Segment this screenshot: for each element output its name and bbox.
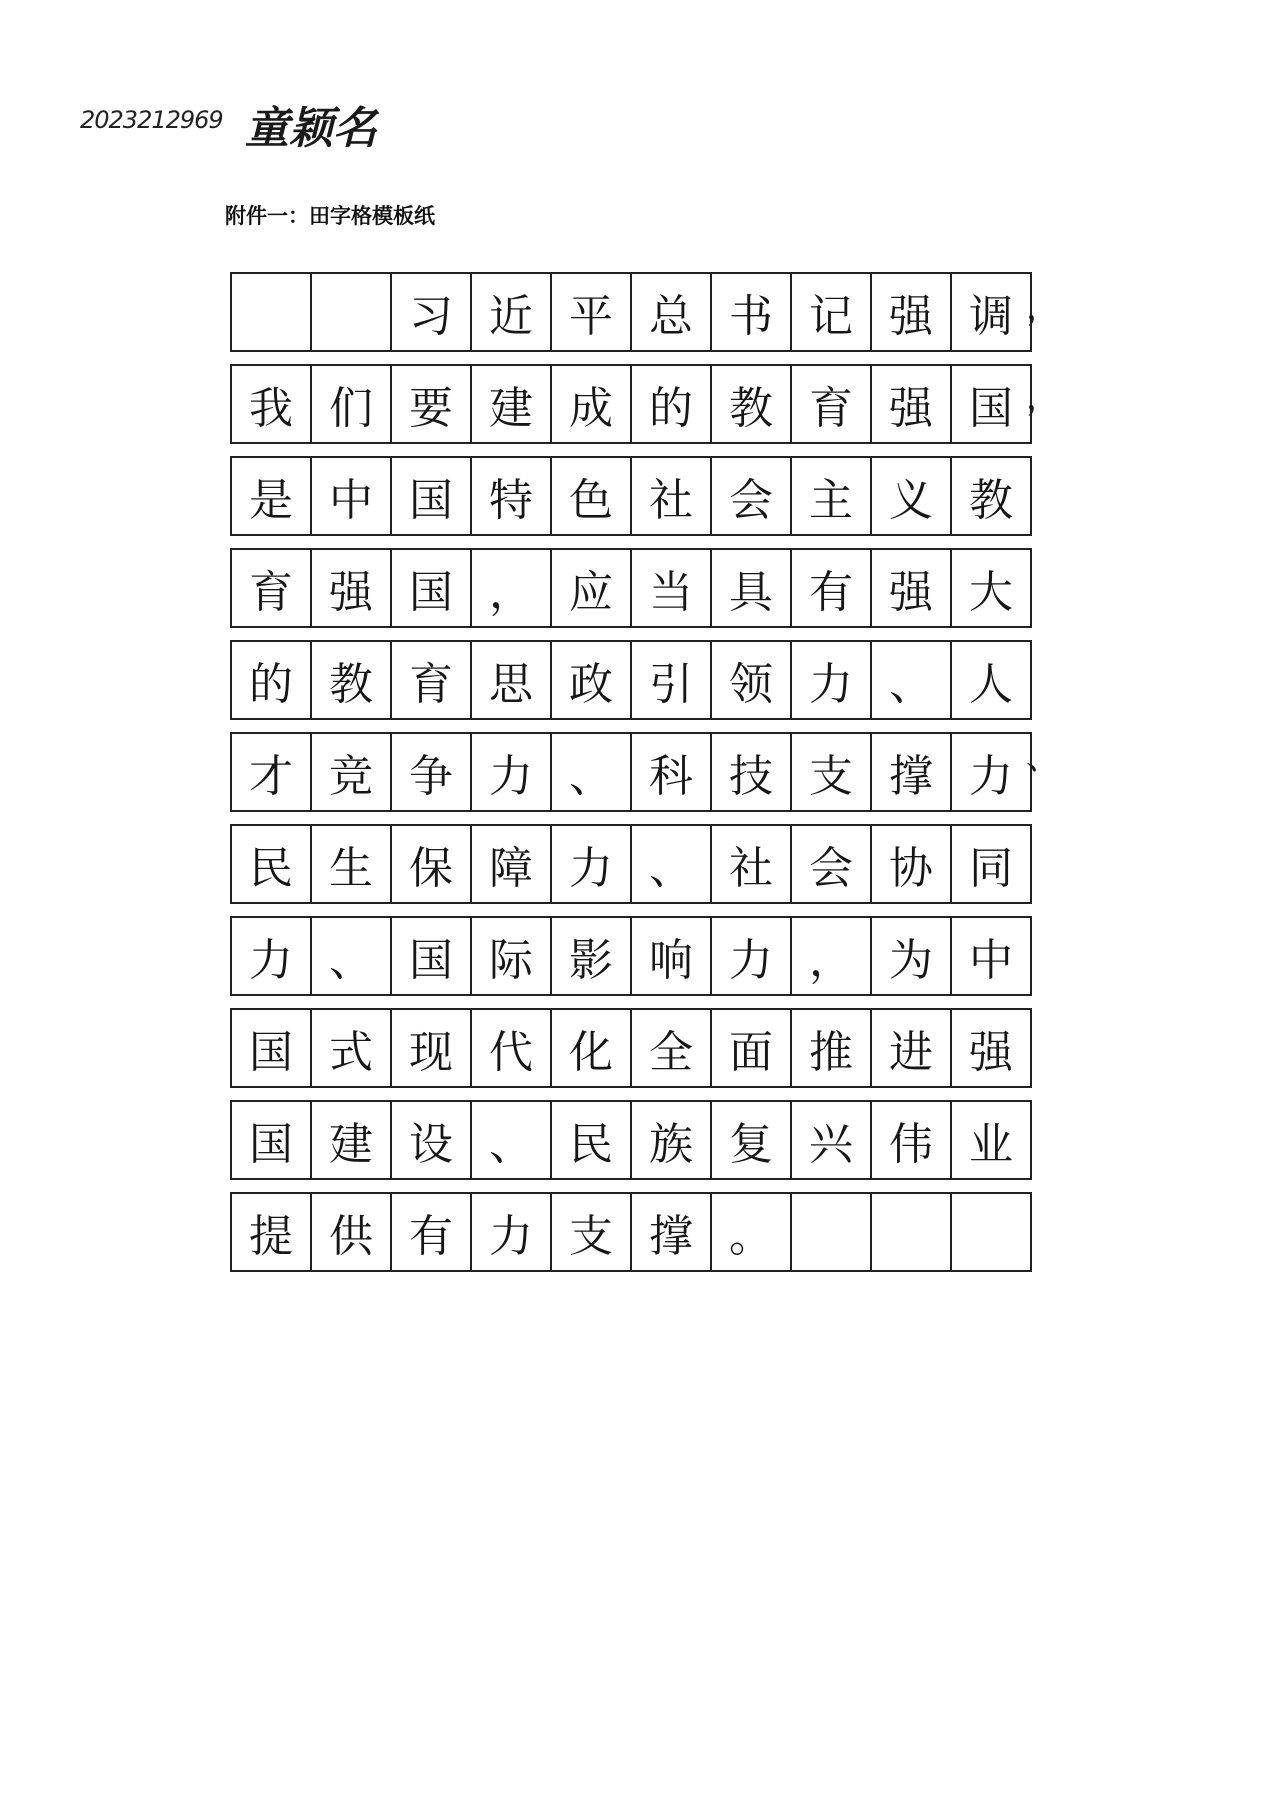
grid-cell: 协 [872, 826, 952, 902]
grid-cell: 民 [552, 1102, 632, 1178]
grid-cell: 国 [392, 550, 472, 626]
grid-cell: 色 [552, 458, 632, 534]
grid-cell: 建 [472, 366, 552, 442]
grid-row [230, 640, 1032, 720]
grid-cell: 习 [392, 274, 472, 350]
grid-cell: 强 [872, 550, 952, 626]
grid-cell: 中 [952, 918, 1032, 994]
grid-cell: 民 [232, 826, 312, 902]
grid-cell: 复 [712, 1102, 792, 1178]
grid-cell: 式 [312, 1010, 392, 1086]
grid-cell: 响 [632, 918, 712, 994]
grid-cell: 教 [952, 458, 1032, 534]
grid-cell: ， [472, 550, 552, 626]
grid-cell: 技 [712, 734, 792, 810]
margin-punctuation: ， [1026, 288, 1060, 328]
grid-cell: 教 [712, 366, 792, 442]
grid-cell: 业 [952, 1102, 1032, 1178]
grid-cell: 、 [632, 826, 712, 902]
grid-cell: 中 [312, 458, 392, 534]
grid-cell: 记 [792, 274, 872, 350]
tianzige-grid [230, 272, 1060, 1284]
grid-row [230, 916, 1032, 996]
grid-cell: 建 [312, 1102, 392, 1178]
grid-cell [792, 1194, 872, 1270]
grid-cell [312, 274, 392, 350]
grid-cell: 国 [232, 1102, 312, 1178]
grid-cell: 有 [392, 1194, 472, 1270]
grid-cell: 总 [632, 274, 712, 350]
grid-cell: 代 [472, 1010, 552, 1086]
student-name: 童颖名 [245, 103, 377, 154]
grid-cell: 力 [792, 642, 872, 718]
grid-cell: 际 [472, 918, 552, 994]
grid-cell: 人 [952, 642, 1032, 718]
grid-cell: 强 [872, 274, 952, 350]
grid-cell: 力 [232, 918, 312, 994]
grid-cell: 国 [952, 366, 1032, 442]
grid-cell: 生 [312, 826, 392, 902]
grid-cell: 力 [472, 734, 552, 810]
grid-cell: 进 [872, 1010, 952, 1086]
grid-cell: 义 [872, 458, 952, 534]
grid-cell: ， [792, 918, 872, 994]
grid-cell: 引 [632, 642, 712, 718]
grid-cell: 书 [712, 274, 792, 350]
grid-cell: 应 [552, 550, 632, 626]
grid-cell: 支 [552, 1194, 632, 1270]
grid-row [230, 548, 1032, 628]
grid-cell: 障 [472, 826, 552, 902]
grid-cell: 争 [392, 734, 472, 810]
grid-cell: 、 [552, 734, 632, 810]
grid-cell [872, 1194, 952, 1270]
grid-cell: 有 [792, 550, 872, 626]
grid-cell: 撑 [632, 1194, 712, 1270]
grid-cell: 国 [392, 918, 472, 994]
grid-cell: 供 [312, 1194, 392, 1270]
grid-row [230, 1192, 1032, 1272]
margin-punctuation: 、 [1026, 738, 1060, 778]
grid-cell: 当 [632, 550, 712, 626]
grid-row [230, 272, 1032, 352]
grid-cell: 思 [472, 642, 552, 718]
grid-row [230, 364, 1032, 444]
grid-cell: 影 [552, 918, 632, 994]
grid-cell: 提 [232, 1194, 312, 1270]
grid-row [230, 1008, 1032, 1088]
grid-cell [232, 274, 312, 350]
grid-cell: 社 [712, 826, 792, 902]
margin-punctuation: ， [1026, 378, 1060, 418]
grid-cell: 力 [472, 1194, 552, 1270]
grid-cell: 会 [792, 826, 872, 902]
grid-cell: 力 [952, 734, 1032, 810]
grid-cell: 教 [312, 642, 392, 718]
grid-cell: 平 [552, 274, 632, 350]
grid-cell: 、 [312, 918, 392, 994]
grid-cell: 同 [952, 826, 1032, 902]
grid-cell: 的 [632, 366, 712, 442]
grid-cell: 。 [712, 1194, 792, 1270]
grid-cell: 全 [632, 1010, 712, 1086]
grid-row [230, 824, 1032, 904]
grid-cell: 社 [632, 458, 712, 534]
grid-cell: 会 [712, 458, 792, 534]
grid-cell: 国 [232, 1010, 312, 1086]
grid-cell: 面 [712, 1010, 792, 1086]
grid-cell: 、 [472, 1102, 552, 1178]
grid-cell: 强 [312, 550, 392, 626]
grid-cell: 调 [952, 274, 1032, 350]
grid-cell: 们 [312, 366, 392, 442]
grid-cell: 兴 [792, 1102, 872, 1178]
grid-cell: 才 [232, 734, 312, 810]
grid-cell: 强 [872, 366, 952, 442]
grid-cell: 领 [712, 642, 792, 718]
grid-cell: 具 [712, 550, 792, 626]
student-id: 2023212969 [80, 106, 223, 134]
grid-cell: 成 [552, 366, 632, 442]
grid-row [230, 1100, 1032, 1180]
grid-cell: 、 [872, 642, 952, 718]
grid-cell: 竞 [312, 734, 392, 810]
grid-cell: 设 [392, 1102, 472, 1178]
grid-cell: 要 [392, 366, 472, 442]
grid-cell: 撑 [872, 734, 952, 810]
grid-cell: 力 [712, 918, 792, 994]
grid-cell: 伟 [872, 1102, 952, 1178]
grid-cell: 近 [472, 274, 552, 350]
grid-cell: 育 [792, 366, 872, 442]
grid-row [230, 732, 1032, 812]
grid-cell: 支 [792, 734, 872, 810]
grid-cell: 为 [872, 918, 952, 994]
grid-cell: 育 [232, 550, 312, 626]
attachment-title: 附件一：田字格模板纸 [225, 204, 435, 228]
grid-cell: 是 [232, 458, 312, 534]
grid-cell [952, 1194, 1032, 1270]
grid-cell: 的 [232, 642, 312, 718]
grid-cell: 特 [472, 458, 552, 534]
grid-cell: 现 [392, 1010, 472, 1086]
grid-cell: 保 [392, 826, 472, 902]
grid-row [230, 456, 1032, 536]
grid-cell: 我 [232, 366, 312, 442]
grid-cell: 科 [632, 734, 712, 810]
grid-cell: 力 [552, 826, 632, 902]
grid-cell: 化 [552, 1010, 632, 1086]
grid-cell: 推 [792, 1010, 872, 1086]
grid-cell: 族 [632, 1102, 712, 1178]
grid-cell: 政 [552, 642, 632, 718]
grid-cell: 大 [952, 550, 1032, 626]
grid-cell: 强 [952, 1010, 1032, 1086]
grid-cell: 育 [392, 642, 472, 718]
grid-cell: 国 [392, 458, 472, 534]
grid-cell: 主 [792, 458, 872, 534]
